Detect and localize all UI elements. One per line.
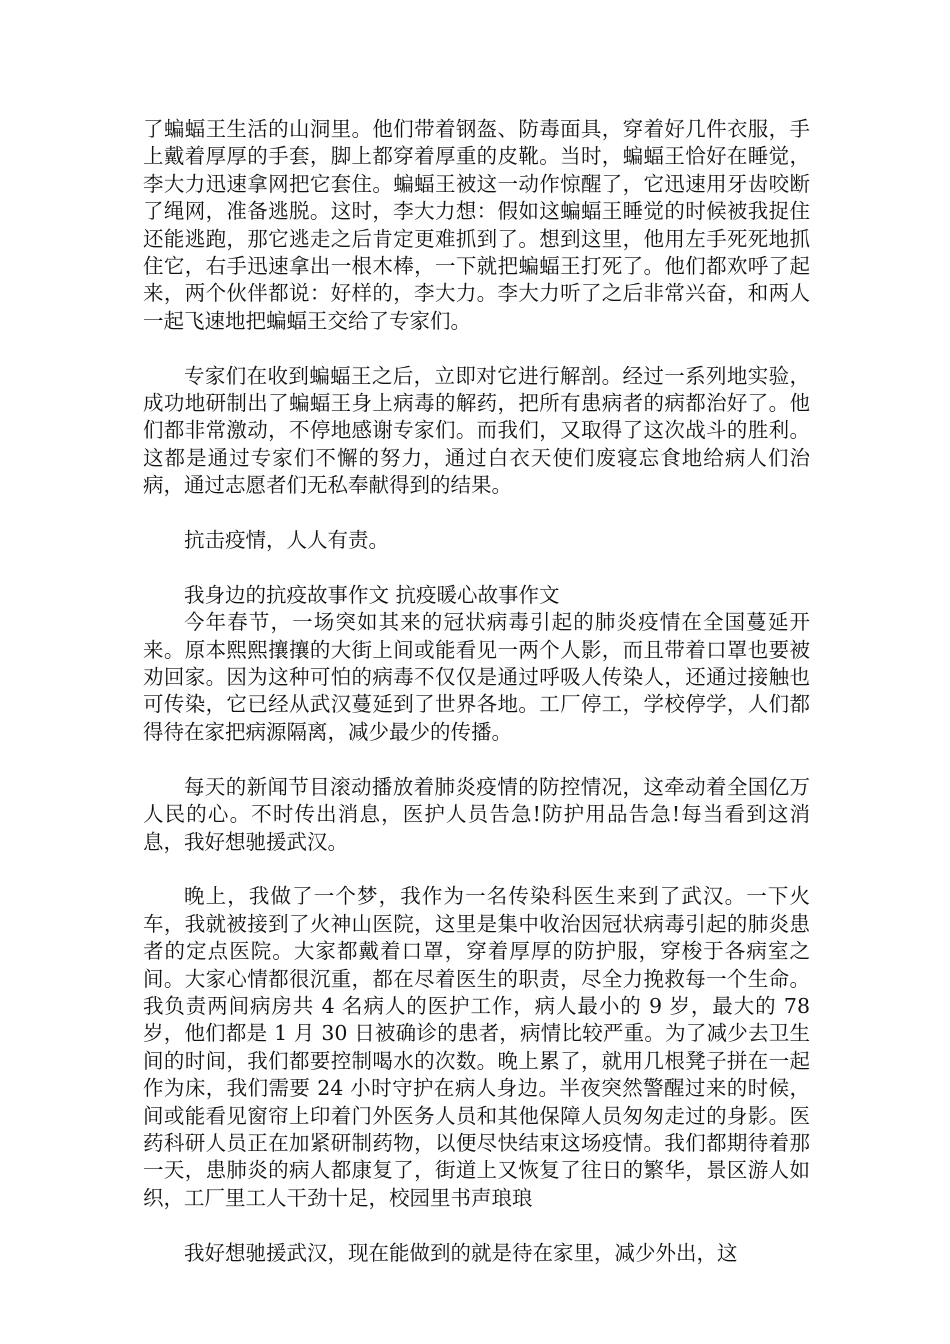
paragraph-experts-antidote: 专家们在收到蝙蝠王之后，立即对它进行解剖。经过一系列地实验，成功地研制出了蝙蝠王身上病毒的解药，把所有患病者的病都治好了。他们都非常激动，不停地感谢专家们。而我们，又取得了这次战斗的胜利。这都是通过专家们不懈的努力，通过白衣天使们废寝忘食地给病人们治病，通过志愿者们无私奉献得到的结果。 (143, 363, 810, 498)
document-body (143, 116, 810, 1267)
paragraph-slogan: 抗击疫情，人人有责。 (184, 528, 389, 553)
paragraph-spring-festival: 今年春节，一场突如其来的冠状病毒引起的肺炎疫情在全国蔓延开来。原本熙熙攘攘的大街上间或能看见一两个人影，而且带着口罩也要被劝回家。因为这种可怕的病毒不仅仅是通过呼吸人传染人，还通过接触也可传染，它已经从武汉蔓延到了世界各地。工厂停工，学校停学，人们都得待在家把病源隔离，减少最少的传播。 (143, 610, 810, 744)
paragraph-news: 每天的新闻节目滚动播放着肺炎疫情的防控情况，这牵动着全国亿万人民的心。不时传出消息，医护人员告急!防护用品告急!每当看到这消息，我好想驰援武汉。 (143, 774, 810, 854)
essay-title: 我身边的抗疫故事作文 抗疫暖心故事作文 (184, 582, 560, 607)
paragraph-stay-home: 我好想驰援武汉，现在能做到的就是待在家里，减少外出，这 (184, 1240, 738, 1265)
paragraph-bat-king-capture: 了蝙蝠王生活的山洞里。他们带着钢盔、防毒面具，穿着好几件衣服，手上戴着厚厚的手套，脚上都穿着厚重的皮靴。当时，蝙蝠王恰好在睡觉，李大力迅速拿网把它套住。蝙蝠王被这一动作惊醒了，它迅速用牙齿咬断了绳网，准备逃脱。这时，李大力想：假如这蝙蝠王睡觉的时候被我捉住还能逃跑，那它逃走之后肯定更难抓到了。想到这里，他用左手死死地抓住它，右手迅速拿出一根木棒，一下就把蝙蝠王打死了。他们都欢呼了起来，两个伙伴都说：好样的，李大力。李大力听了之后非常兴奋，和两人一起飞速地把蝙蝠王交给了专家们。 (143, 117, 810, 333)
paragraph-dream: 晚上，我做了一个梦，我作为一名传染科医生来到了武汉。一下火车，我就被接到了火神山医院，这里是集中收治因冠状病毒引起的肺炎患者的定点医院。大家都戴着口罩，穿着厚厚的防护服，穿梭于各病室之间。大家心情都很沉重，都在尽着医生的职责，尽全力挽救每一个生命。我负责两间病房共 4 名病人的医护工作，病人最小的 9 岁，最大的 78 岁，他们都是 1 月 30 日被确诊的患者，病情比较严重。为了减少去卫生间的时间，我们都要控制喝水的次数。晚上累了，就用几根凳子拼在一起作为床，我们需要 24 小时守护在病人身边。半夜突然警醒过来的时候，间或能看见窗帘上印着门外医务人员和其他保障人员匆匆走过的身影。医药科研人员正在加紧研制药物，以便尽快结束这场疫情。我们都期待着那一天，患肺炎的病人都康复了，街道上又恢复了往日的繁华，景区游人如织，工厂里工人干劲十足，校园里书声琅琅 (143, 884, 810, 1210)
